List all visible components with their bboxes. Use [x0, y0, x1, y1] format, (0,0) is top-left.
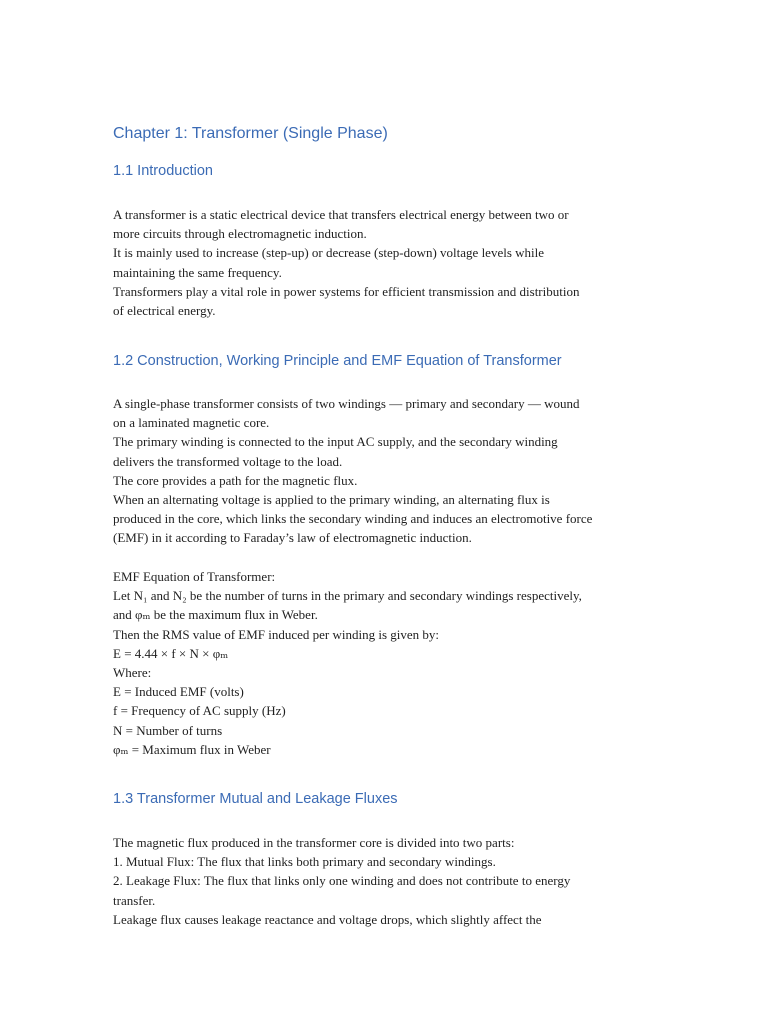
section-1-1-body: [113, 205, 673, 320]
emf-formula: E = 4.44 × f × N × φₘ: [113, 645, 229, 661]
text-line: Transformers play a vital role in power systems for efficient transmission and distribution: [113, 283, 580, 299]
text-line: A single-phase transformer consists of two windings — primary and secondary — wound: [113, 396, 580, 411]
text-line: Leakage flux causes leakage reactance and voltage drops, which slightly affect the: [113, 911, 542, 927]
text-line: (EMF) in it according to Faraday’s law of electromagnetic induction.: [113, 530, 472, 546]
text-line: N = Number of turns: [113, 722, 223, 738]
text-line: When an alternating voltage is applied to the primary winding, an alternating flux is: [113, 492, 550, 508]
text-line: A transformer is a static electrical device that transfers electrical energy between two or: [113, 207, 569, 222]
text-line: transfer.: [113, 892, 156, 908]
text-line: 1. Mutual Flux: The flux that links both primary and secondary windings.: [113, 854, 496, 870]
text-line: of electrical energy.: [113, 303, 216, 319]
emf-equation-block: [113, 567, 673, 759]
chapter-title: Chapter 1: Transformer (Single Phase): [113, 125, 388, 142]
text-line: EMF Equation of Transformer:: [113, 569, 276, 584]
section-1-2-body: [113, 394, 673, 548]
text-line: 2. Leakage Flux: The flux that links only one winding and does not contribute to energy: [113, 873, 571, 889]
text-line: f = Frequency of AC supply (Hz): [113, 703, 286, 719]
section-1-3-body: [113, 833, 673, 929]
text-line: E = Induced EMF (volts): [113, 684, 244, 700]
text-line: produced in the core, which links the secondary winding and induces an electromotive force: [113, 511, 593, 527]
text-line: delivers the transformed voltage to the load.: [113, 453, 343, 469]
section-heading-1-3: 1.3 Transformer Mutual and Leakage Fluxes: [113, 791, 398, 807]
text-line: It is mainly used to increase (step-up) or decrease (step-down) voltage levels while: [113, 245, 545, 261]
text-line: more circuits through electromagnetic induction.: [113, 226, 367, 242]
text-line: Let N₁ and N₂ be the number of turns in the primary and secondary windings respectively,: [113, 588, 582, 604]
text-line: Where:: [113, 665, 152, 681]
section-heading-1-1: 1.1 Introduction: [113, 163, 213, 179]
text-line: and φₘ be the maximum flux in Weber.: [113, 607, 318, 623]
text-line: maintaining the same frequency.: [113, 264, 282, 280]
text-line: The core provides a path for the magnetic flux.: [113, 472, 358, 488]
section-heading-1-2: 1.2 Construction, Working Principle and EMF Equation of Transformer: [113, 353, 562, 369]
text-line: φₘ = Maximum flux in Weber: [113, 741, 271, 757]
text-line: The primary winding is connected to the input AC supply, and the secondary winding: [113, 434, 558, 450]
text-line: The magnetic flux produced in the transformer core is divided into two parts:: [113, 835, 515, 850]
text-line: Then the RMS value of EMF induced per winding is given by:: [113, 626, 440, 642]
text-line: on a laminated magnetic core.: [113, 415, 270, 431]
